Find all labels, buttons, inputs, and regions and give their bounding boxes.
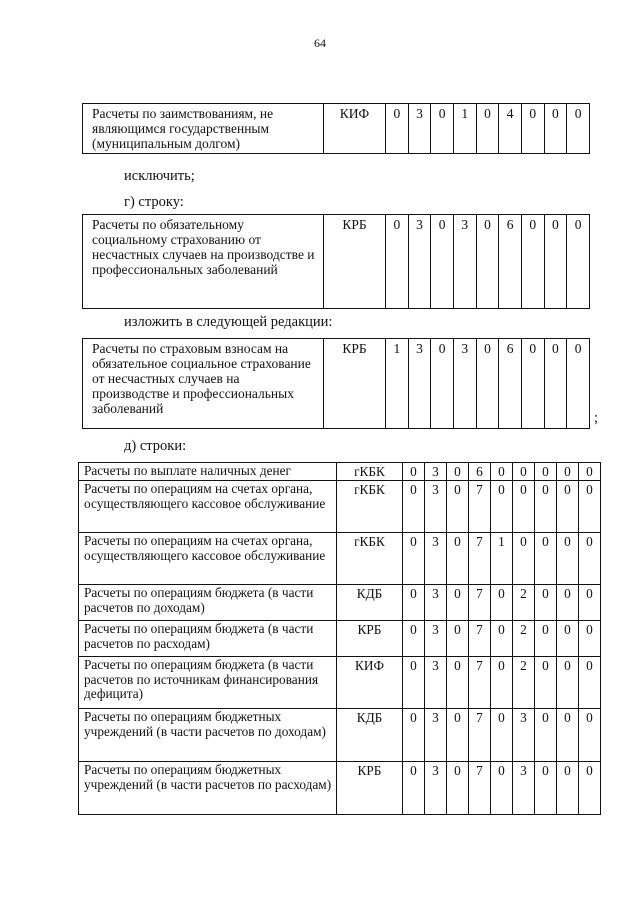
code-digit: 1 bbox=[453, 104, 476, 154]
code-digit: 0 bbox=[579, 762, 601, 815]
table-block-3 bbox=[82, 338, 590, 429]
code-digit: 0 bbox=[544, 339, 567, 429]
table-row bbox=[79, 621, 601, 657]
code-digit: 0 bbox=[476, 215, 499, 309]
table-row bbox=[83, 339, 590, 429]
code-digit: 0 bbox=[535, 762, 557, 815]
code-digit: 0 bbox=[557, 585, 579, 621]
code-digit: 0 bbox=[447, 657, 469, 709]
code-digit: 0 bbox=[447, 481, 469, 533]
row-description: Расчеты по обязательному социальному страхованию от несчастных случаев на производстве и профессиональных заболеваний bbox=[83, 215, 324, 309]
code-digit: 0 bbox=[535, 709, 557, 762]
code-digit: 6 bbox=[499, 339, 522, 429]
text-redaction: изложить в следующей редакции: bbox=[124, 314, 333, 330]
code-digit: 0 bbox=[535, 621, 557, 657]
code-digit: 0 bbox=[544, 215, 567, 309]
code-digit: 0 bbox=[403, 762, 425, 815]
code-digit: 3 bbox=[425, 621, 447, 657]
code-digit: 0 bbox=[491, 585, 513, 621]
row-description: Расчеты по заимствованиям, не являющимся государственным (муниципальным долгом) bbox=[83, 104, 324, 154]
page-number: 64 bbox=[314, 36, 326, 50]
code-digit: 7 bbox=[469, 657, 491, 709]
row-code: КИФ bbox=[337, 657, 403, 709]
code-digit: 0 bbox=[513, 533, 535, 585]
code-digit: 0 bbox=[535, 585, 557, 621]
code-digit: 0 bbox=[557, 621, 579, 657]
table-row bbox=[79, 481, 601, 533]
row-code: КРБ bbox=[324, 339, 386, 429]
code-digit: 1 bbox=[491, 533, 513, 585]
code-digit: 2 bbox=[513, 657, 535, 709]
code-digit: 0 bbox=[535, 463, 557, 481]
code-digit: 3 bbox=[425, 585, 447, 621]
code-digit: 0 bbox=[476, 339, 499, 429]
code-digit: 0 bbox=[557, 657, 579, 709]
code-digit: 0 bbox=[579, 585, 601, 621]
code-digit: 0 bbox=[431, 104, 454, 154]
code-digit: 0 bbox=[567, 215, 590, 309]
table-row bbox=[83, 215, 590, 309]
row-code: КРБ bbox=[337, 621, 403, 657]
row-description: Расчеты по операциям на счетах органа, осуществляющего кассовое обслуживание bbox=[79, 481, 337, 533]
code-digit: 3 bbox=[425, 463, 447, 481]
code-digit: 0 bbox=[535, 481, 557, 533]
code-digit: 0 bbox=[403, 657, 425, 709]
table-row bbox=[79, 657, 601, 709]
code-digit: 0 bbox=[521, 104, 544, 154]
table-row bbox=[79, 585, 601, 621]
code-digit: 0 bbox=[557, 533, 579, 585]
code-digit: 0 bbox=[403, 463, 425, 481]
code-digit: 3 bbox=[408, 215, 431, 309]
row-description: Расчеты по операциям на счетах органа, осуществляющего кассовое обслуживание bbox=[79, 533, 337, 585]
code-digit: 3 bbox=[425, 709, 447, 762]
code-digit: 3 bbox=[513, 762, 535, 815]
row-code: гКБК bbox=[337, 533, 403, 585]
table-row bbox=[79, 762, 601, 815]
code-digit: 0 bbox=[579, 621, 601, 657]
code-digit: 3 bbox=[453, 339, 476, 429]
table-block-2 bbox=[82, 214, 590, 309]
table-block-4 bbox=[78, 462, 601, 815]
code-digit: 3 bbox=[453, 215, 476, 309]
table-row bbox=[79, 709, 601, 762]
table-row bbox=[79, 463, 601, 481]
code-digit: 0 bbox=[557, 709, 579, 762]
code-digit: 6 bbox=[469, 463, 491, 481]
semicolon: ; bbox=[594, 410, 599, 426]
code-digit: 7 bbox=[469, 762, 491, 815]
code-digit: 3 bbox=[425, 533, 447, 585]
code-digit: 0 bbox=[535, 533, 557, 585]
code-digit: 0 bbox=[403, 585, 425, 621]
row-code: КДБ bbox=[337, 585, 403, 621]
code-digit: 0 bbox=[513, 481, 535, 533]
code-digit: 0 bbox=[447, 709, 469, 762]
code-digit: 0 bbox=[403, 621, 425, 657]
code-digit: 3 bbox=[513, 709, 535, 762]
code-digit: 3 bbox=[425, 481, 447, 533]
text-exclude: исключить; bbox=[124, 168, 195, 184]
code-digit: 7 bbox=[469, 533, 491, 585]
code-digit: 0 bbox=[491, 657, 513, 709]
code-digit: 0 bbox=[447, 621, 469, 657]
row-code: КРБ bbox=[337, 762, 403, 815]
code-digit: 0 bbox=[491, 621, 513, 657]
code-digit: 0 bbox=[579, 463, 601, 481]
code-digit: 0 bbox=[491, 481, 513, 533]
table-row bbox=[79, 533, 601, 585]
code-digit: 3 bbox=[425, 657, 447, 709]
table-block-1 bbox=[82, 103, 590, 154]
row-code: гКБК bbox=[337, 463, 403, 481]
code-digit: 0 bbox=[521, 215, 544, 309]
code-digit: 0 bbox=[491, 709, 513, 762]
code-digit: 0 bbox=[513, 463, 535, 481]
code-digit: 0 bbox=[431, 339, 454, 429]
code-digit: 0 bbox=[476, 104, 499, 154]
row-code: КДБ bbox=[337, 709, 403, 762]
code-digit: 0 bbox=[535, 657, 557, 709]
row-description: Расчеты по операциям бюджета (в части расчетов по доходам) bbox=[79, 585, 337, 621]
code-digit: 0 bbox=[403, 533, 425, 585]
code-digit: 0 bbox=[447, 762, 469, 815]
code-digit: 0 bbox=[447, 463, 469, 481]
text-item-d: д) строки: bbox=[124, 438, 187, 454]
code-digit: 0 bbox=[557, 481, 579, 533]
code-digit: 0 bbox=[491, 762, 513, 815]
code-digit: 2 bbox=[513, 621, 535, 657]
row-description: Расчеты по операциям бюджетных учреждений (в части расчетов по доходам) bbox=[79, 709, 337, 762]
row-description: Расчеты по операциям бюджета (в части расчетов по источникам финансирования дефицита) bbox=[79, 657, 337, 709]
code-digit: 0 bbox=[447, 585, 469, 621]
code-digit: 0 bbox=[579, 533, 601, 585]
code-digit: 0 bbox=[431, 215, 454, 309]
code-digit: 0 bbox=[557, 762, 579, 815]
code-digit: 3 bbox=[425, 762, 447, 815]
code-digit: 7 bbox=[469, 621, 491, 657]
code-digit: 0 bbox=[567, 339, 590, 429]
code-digit: 7 bbox=[469, 709, 491, 762]
code-digit: 7 bbox=[469, 585, 491, 621]
code-digit: 3 bbox=[408, 104, 431, 154]
code-digit: 0 bbox=[567, 104, 590, 154]
row-description: Расчеты по выплате наличных денег bbox=[79, 463, 337, 481]
code-digit: 2 bbox=[513, 585, 535, 621]
code-digit: 0 bbox=[521, 339, 544, 429]
code-digit: 0 bbox=[579, 481, 601, 533]
code-digit: 0 bbox=[579, 657, 601, 709]
row-description: Расчеты по операциям бюджетных учреждений (в части расчетов по расходам) bbox=[79, 762, 337, 815]
row-description: Расчеты по операциям бюджета (в части расчетов по расходам) bbox=[79, 621, 337, 657]
code-digit: 0 bbox=[403, 481, 425, 533]
code-digit: 4 bbox=[499, 104, 522, 154]
row-code: КРБ bbox=[324, 215, 386, 309]
code-digit: 0 bbox=[386, 104, 409, 154]
code-digit: 6 bbox=[499, 215, 522, 309]
code-digit: 0 bbox=[403, 709, 425, 762]
code-digit: 0 bbox=[447, 533, 469, 585]
row-description: Расчеты по страховым взносам на обязательное социальное страхование от несчастных случаев на производстве и профессиональных заболеваний bbox=[83, 339, 324, 429]
text-item-g: г) строку: bbox=[124, 194, 184, 210]
code-digit: 7 bbox=[469, 481, 491, 533]
code-digit: 0 bbox=[386, 215, 409, 309]
code-digit: 0 bbox=[579, 709, 601, 762]
code-digit: 0 bbox=[557, 463, 579, 481]
code-digit: 1 bbox=[386, 339, 409, 429]
table-row bbox=[83, 104, 590, 154]
row-code: гКБК bbox=[337, 481, 403, 533]
code-digit: 0 bbox=[491, 463, 513, 481]
row-code: КИФ bbox=[324, 104, 386, 154]
code-digit: 0 bbox=[544, 104, 567, 154]
code-digit: 3 bbox=[408, 339, 431, 429]
